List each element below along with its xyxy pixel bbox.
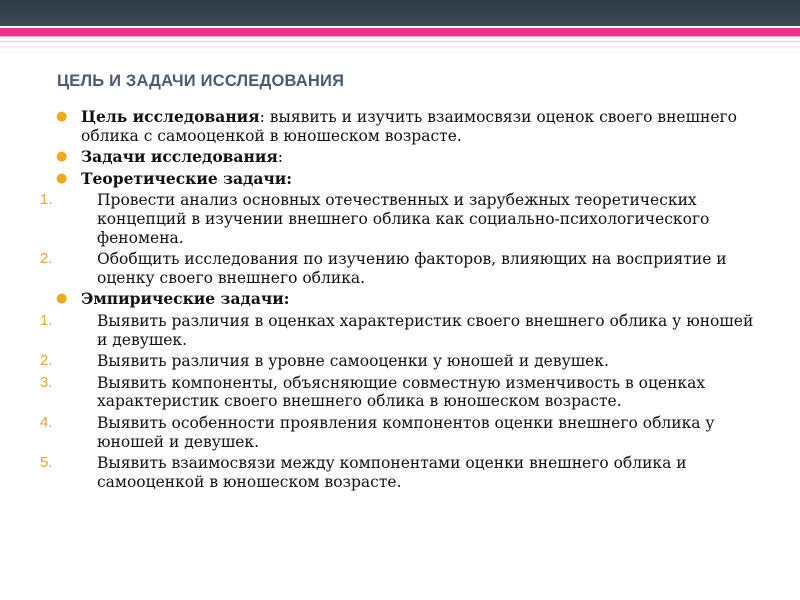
goal-label: Цель исследования: [81, 107, 260, 126]
item-text: Выявить взаимосвязи между компонентами оценки внешнего облика и самооценкой в юношеском возрасте.: [97, 454, 687, 491]
theoretical-item: [0, 191, 760, 247]
bullet-icon: ●: [56, 291, 68, 307]
item-text: Выявить различия в уровне самооценки у юношей и девушек.: [97, 352, 609, 371]
item-number: 1.: [40, 311, 53, 329]
empirical-heading: [0, 290, 760, 309]
goal-item: [0, 108, 760, 145]
goal-text: : выявить и изучить взаимосвязи оценок своего внешнего облика с самооценкой в юношеском возрасте.: [81, 108, 737, 145]
theoretical-item: [0, 250, 760, 287]
item-number: 3.: [40, 373, 53, 391]
item-text: Выявить особенности проявления компонентов оценки внешнего облика у юношей и девушек.: [97, 413, 715, 451]
item-text: Выявить компоненты, объясняющие совместную изменчивость в оценках характеристик своего внешнего облика в юношеском возрасте.: [97, 373, 706, 411]
theoretical-heading: [0, 170, 760, 189]
bullet-icon: ●: [56, 170, 68, 186]
item-number: 2.: [40, 352, 53, 370]
theoretical-label: Теоретические задачи:: [81, 168, 292, 188]
item-number: 4.: [40, 413, 53, 431]
slide-title: ЦЕЛЬ И ЗАДАЧИ ИССЛЕДОВАНИЯ: [57, 72, 345, 90]
item-text: Провести анализ основных отечественных и зарубежных теоретических концепций в изучении внешнего облика как социально-психологического феномена.: [97, 191, 710, 247]
empirical-item: [0, 312, 760, 349]
slide-body: [0, 108, 760, 494]
item-text: Выявить различия в оценках характеристик своего внешнего облика у юношей и девушек.: [97, 311, 754, 349]
bullet-icon: ●: [56, 149, 68, 165]
tasks-item: [0, 148, 760, 167]
item-number: 5.: [40, 454, 53, 472]
item-number: 2.: [40, 250, 53, 268]
item-text: Обобщить исследования по изучению факторов, влияющих на восприятие и оценку своего внешнего облика.: [97, 250, 727, 287]
header-bar: [0, 0, 800, 26]
empirical-label: Эмпирические задачи:: [81, 289, 290, 309]
accent-stripe: [0, 28, 800, 36]
accent-fade: [0, 36, 800, 54]
tasks-suffix: :: [277, 148, 284, 167]
empirical-item: [0, 374, 760, 411]
item-number: 1.: [40, 191, 53, 209]
tasks-label: Задачи исследования: [81, 147, 278, 167]
empirical-item: [0, 352, 760, 371]
bullet-icon: ●: [56, 109, 68, 124]
empirical-item: [0, 454, 760, 491]
empirical-item: [0, 414, 760, 451]
